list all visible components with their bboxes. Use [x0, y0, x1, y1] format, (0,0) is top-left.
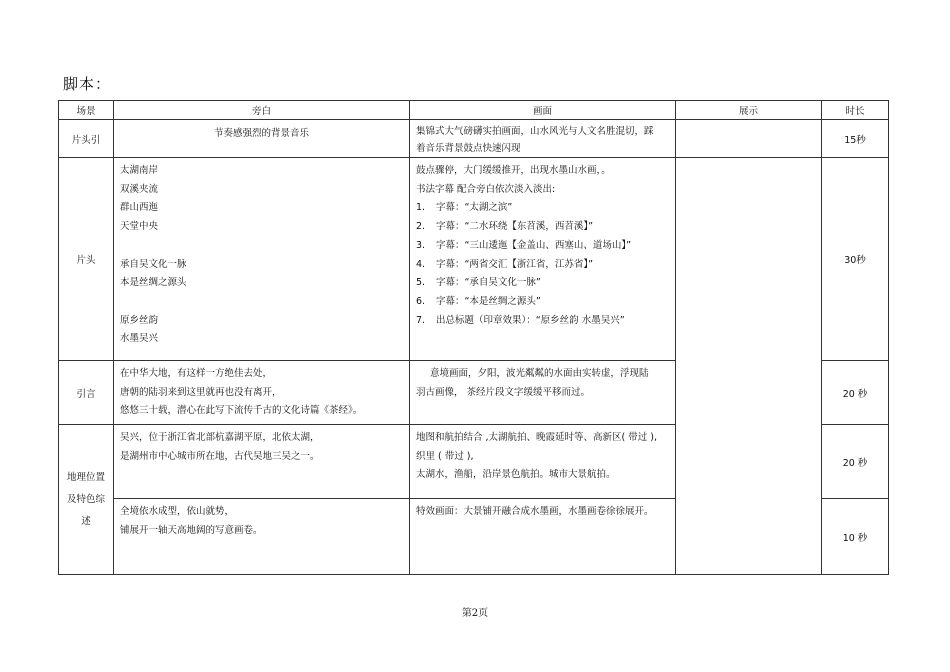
- display-cell: [676, 158, 822, 575]
- narration-cell: 全境依水成型，依山就势， 铺展开一轴天高地阔的写意画卷。: [114, 499, 410, 575]
- table-row: [59, 120, 889, 158]
- col-header-scene: 场景: [59, 101, 114, 120]
- col-header-narration: 旁白: [114, 101, 410, 120]
- scene-cell: 地理位置 及特色综 述: [59, 425, 114, 575]
- col-header-duration: 时长: [822, 101, 889, 120]
- display-cell: [676, 120, 822, 158]
- visual-cell: 鼓点骤停，大门缓缓推开，出现水墨山水画，。 书法字幕 配合旁白依次淡入淡出: 1. 字幕：“太湖之滨” 2. 字幕：“二水环绕【东苕溪，西苕溪】” 3. 字幕：“三山逶迤【金盖山、西塞山、道场山】” 4. 字幕：“两省交汇【浙江省，江苏省】” 5. 字幕：“承自吴文化一脉” 6. 字幕：“本是丝绸之源头” 7. 出总标题（印章效果）：“原乡丝韵 水墨吴兴”: [410, 158, 676, 361]
- duration-cell: 10 秒: [822, 499, 889, 575]
- narration-cell: 节奏感强烈的背景音乐: [114, 120, 410, 158]
- list-item: 3. 字幕：“三山逶迤【金盖山、西塞山、道场山】”: [416, 239, 632, 251]
- table-header-row: [59, 101, 889, 120]
- scene-cell: 片头引: [59, 120, 114, 158]
- narration-cell: 太湖南岸 双溪夹流 群山西迤 天堂中央 承自吴文化一脉 本是丝绸之源头 原乡丝韵 水墨吴兴: [114, 158, 410, 361]
- narration-cell: 吴兴，位于浙江省北部杭嘉湖平原，北依太湖， 是湖州市中心城市所在地，古代吴地三吴之一。: [114, 425, 410, 499]
- list-item: 1. 字幕：“太湖之滨”: [416, 202, 513, 214]
- script-heading: 脚本：: [63, 75, 112, 93]
- col-header-visual: 画面: [410, 101, 676, 120]
- list-item: 7. 出总标题（印章效果）：“原乡丝韵 水墨吴兴”: [416, 314, 625, 326]
- list-item: 4. 字幕：“两省交汇【浙江省，江苏省】”: [416, 258, 594, 270]
- duration-cell: 20 秒: [822, 425, 889, 499]
- duration-cell: 30秒: [822, 158, 889, 361]
- script-table: [58, 100, 889, 575]
- table-row: [59, 158, 889, 361]
- list-item: 6. 字幕：“本是丝绸之源头”: [416, 295, 541, 307]
- visual-cell: 集锦式大气磅礴实拍画面，山水风光与人文名胜混切，踩 着音乐背景鼓点快速闪现: [410, 120, 676, 158]
- list-item: 2. 字幕：“二水环绕【东苕溪，西苕溪】”: [416, 221, 594, 233]
- visual-cell: 地图和航拍结合 ,太湖航拍、晚霞延时等、高新区( 带过 ), 织里 ( 带过 ), 太湖水，渔船，沿岸景色航拍。城市大景航拍。: [410, 425, 676, 499]
- scene-cell: 片头: [59, 158, 114, 361]
- narration-cell: 在中华大地，有这样一方绝佳去处， 唐朝的陆羽来到这里就再也没有离开， 悠悠三十载，潜心在此写下流传千古的文化诗篇《茶经》。: [114, 361, 410, 425]
- col-header-display: 展示: [676, 101, 822, 120]
- scene-cell: 引言: [59, 361, 114, 425]
- list-item: 5. 字幕：“承自吴文化一脉”: [416, 277, 541, 289]
- visual-cell: 特效画面：大景铺开融合成水墨画，水墨画卷徐徐展开。: [410, 499, 676, 575]
- duration-cell: 15秒: [822, 120, 889, 158]
- duration-cell: 20 秒: [822, 361, 889, 425]
- page-number: 第2页: [461, 608, 489, 619]
- visual-cell: 意境画面，夕阳，波光粼粼的水面由实转虚，浮现陆 羽古画像， 茶经片段文字缓缓平移而过。: [410, 361, 676, 425]
